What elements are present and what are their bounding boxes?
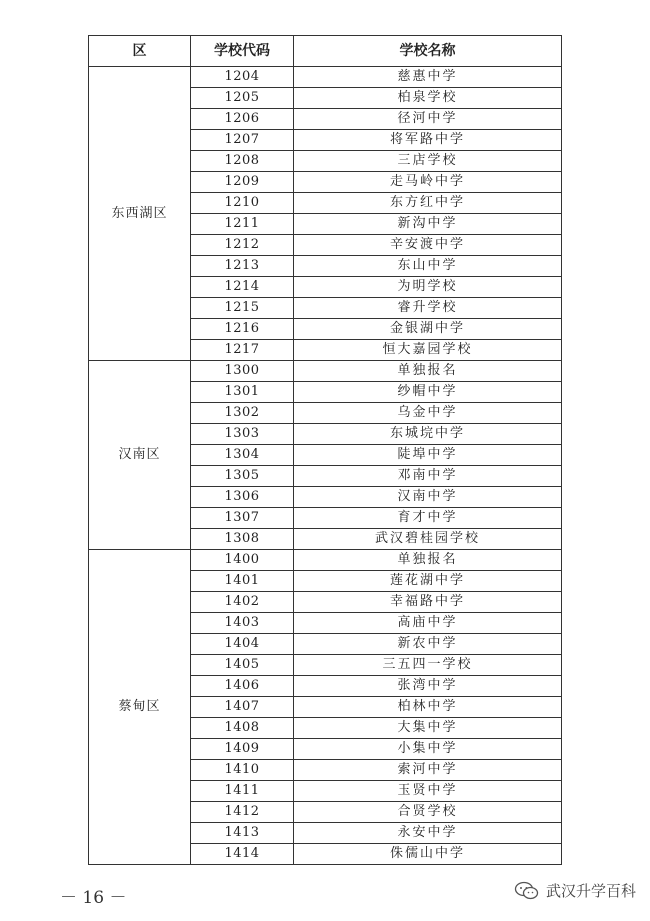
watermark: [514, 880, 636, 901]
school-code-cell: 1406: [191, 676, 294, 697]
school-name-cell: 小集中学: [294, 739, 562, 760]
school-name-cell: 武汉碧桂园学校: [294, 529, 562, 550]
school-code-cell: 1307: [191, 508, 294, 529]
school-code-cell: 1408: [191, 718, 294, 739]
school-code-cell: 1211: [191, 214, 294, 235]
school-name-cell: 幸福路中学: [294, 592, 562, 613]
school-code-cell: 1407: [191, 697, 294, 718]
school-name-cell: 汉南中学: [294, 487, 562, 508]
school-name-cell: 侏儒山中学: [294, 844, 562, 865]
school-name-cell: 三店学校: [294, 151, 562, 172]
school-code-cell: 1305: [191, 466, 294, 487]
school-name-cell: 大集中学: [294, 718, 562, 739]
school-name-cell: 育才中学: [294, 508, 562, 529]
school-code-cell: 1217: [191, 340, 294, 361]
header-name: 学校名称: [294, 36, 562, 67]
school-code-cell: 1411: [191, 781, 294, 802]
school-name-cell: 陡埠中学: [294, 445, 562, 466]
school-code-cell: 1206: [191, 109, 294, 130]
school-name-cell: 东山中学: [294, 256, 562, 277]
table-body: [89, 67, 562, 865]
school-code-cell: 1413: [191, 823, 294, 844]
school-code-cell: 1213: [191, 256, 294, 277]
school-name-cell: 睿升学校: [294, 298, 562, 319]
watermark-text: 武汉升学百科: [545, 882, 636, 900]
school-name-cell: 慈惠中学: [294, 67, 562, 88]
district-cell: 蔡甸区: [89, 550, 191, 865]
school-name-cell: 东城垸中学: [294, 424, 562, 445]
header-code: 学校代码: [191, 36, 294, 67]
school-name-cell: 索河中学: [294, 760, 562, 781]
school-name-cell: 合贤学校: [294, 802, 562, 823]
school-name-cell: 柏泉学校: [294, 88, 562, 109]
school-code-cell: 1412: [191, 802, 294, 823]
school-name-cell: 单独报名: [294, 550, 562, 571]
table-row: [89, 67, 562, 88]
school-name-cell: 走马岭中学: [294, 172, 562, 193]
school-code-cell: 1210: [191, 193, 294, 214]
school-name-cell: 三五四一学校: [294, 655, 562, 676]
school-code-cell: 1409: [191, 739, 294, 760]
school-name-cell: 径河中学: [294, 109, 562, 130]
school-code-cell: 1404: [191, 634, 294, 655]
school-name-cell: 恒大嘉园学校: [294, 340, 562, 361]
school-name-cell: 辛安渡中学: [294, 235, 562, 256]
page-number: － 16 －: [60, 888, 127, 908]
school-name-cell: 高庙中学: [294, 613, 562, 634]
school-code-cell: 1308: [191, 529, 294, 550]
school-name-cell: 金银湖中学: [294, 319, 562, 340]
school-code-cell: 1403: [191, 613, 294, 634]
school-name-cell: 新沟中学: [294, 214, 562, 235]
school-name-cell: 纱帽中学: [294, 382, 562, 403]
district-cell: 东西湖区: [89, 67, 191, 361]
school-code-table: [88, 35, 562, 865]
school-name-cell: 新农中学: [294, 634, 562, 655]
school-name-cell: 单独报名: [294, 361, 562, 382]
school-code-cell: 1215: [191, 298, 294, 319]
school-code-cell: 1209: [191, 172, 294, 193]
school-code-cell: 1304: [191, 445, 294, 466]
school-name-cell: 永安中学: [294, 823, 562, 844]
school-code-cell: 1405: [191, 655, 294, 676]
wechat-icon: [514, 881, 540, 901]
school-name-cell: 为明学校: [294, 277, 562, 298]
school-code-cell: 1207: [191, 130, 294, 151]
school-code-cell: 1414: [191, 844, 294, 865]
school-code-cell: 1300: [191, 361, 294, 382]
school-code-cell: 1400: [191, 550, 294, 571]
school-code-cell: 1205: [191, 88, 294, 109]
school-name-cell: 柏林中学: [294, 697, 562, 718]
district-cell: 汉南区: [89, 361, 191, 550]
school-code-cell: 1402: [191, 592, 294, 613]
school-code-cell: 1410: [191, 760, 294, 781]
school-name-cell: 邓南中学: [294, 466, 562, 487]
school-code-cell: 1204: [191, 67, 294, 88]
school-code-cell: 1212: [191, 235, 294, 256]
school-name-cell: 乌金中学: [294, 403, 562, 424]
school-code-cell: 1301: [191, 382, 294, 403]
school-code-cell: 1306: [191, 487, 294, 508]
school-name-cell: 东方红中学: [294, 193, 562, 214]
school-name-cell: 莲花湖中学: [294, 571, 562, 592]
school-code-cell: 1303: [191, 424, 294, 445]
school-code-cell: 1302: [191, 403, 294, 424]
school-name-cell: 将军路中学: [294, 130, 562, 151]
school-code-cell: 1216: [191, 319, 294, 340]
header-district: 区: [89, 36, 191, 67]
school-code-cell: 1214: [191, 277, 294, 298]
table-header-row: [89, 36, 562, 67]
table-row: [89, 550, 562, 571]
table-row: [89, 361, 562, 382]
school-code-cell: 1401: [191, 571, 294, 592]
school-name-cell: 玉贤中学: [294, 781, 562, 802]
school-name-cell: 张湾中学: [294, 676, 562, 697]
school-code-cell: 1208: [191, 151, 294, 172]
